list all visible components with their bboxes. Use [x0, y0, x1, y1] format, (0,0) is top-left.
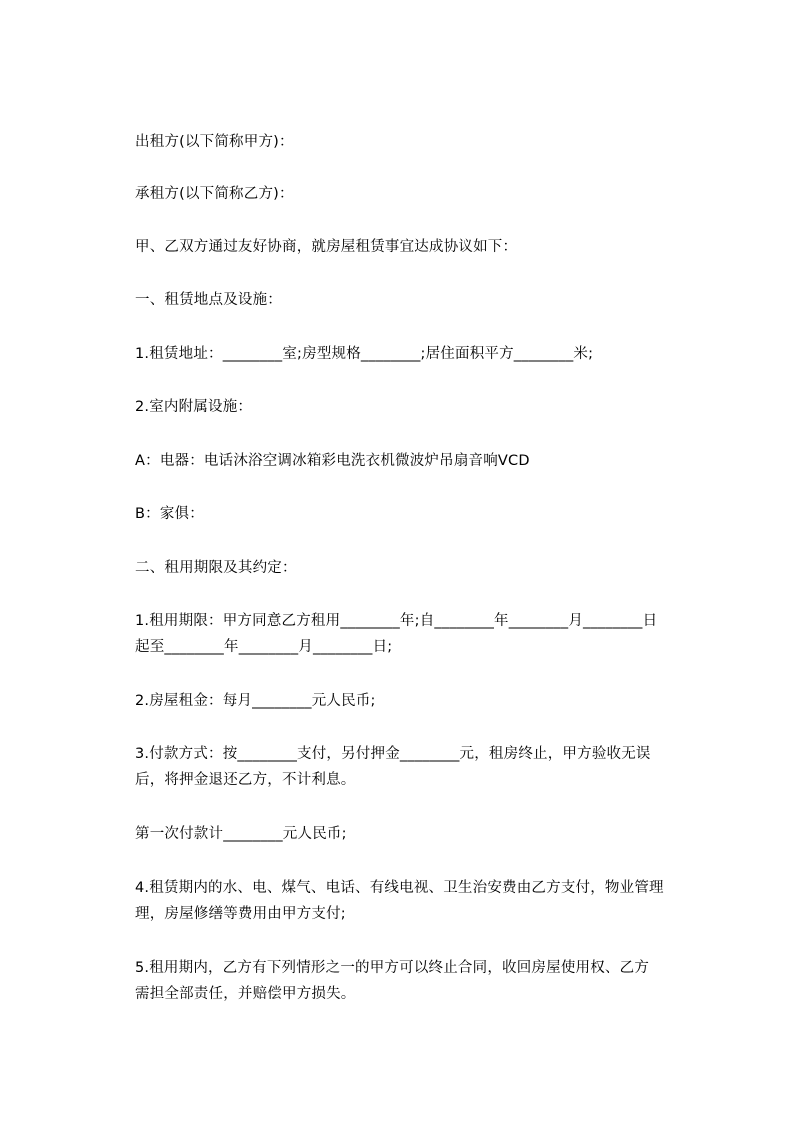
clause-2-3-payment-line-2: 后，将押金退还乙方，不计利息。	[135, 772, 356, 788]
clause-2-3-payment-line-1: 3.付款方式：按________支付，另付押金________元，租房终止，甲方验收无误	[135, 746, 651, 762]
lessor-line: 出租方(以下简称甲方)：	[135, 134, 294, 150]
agreement-intro: 甲、乙双方通过友好协商，就房屋租赁事宜达成协议如下：	[135, 239, 518, 255]
lessee-line: 承租方(以下简称乙方)：	[135, 186, 294, 202]
clause-2-5-termination-line-1: 5.租用期内，乙方有下列情形之一的甲方可以终止合同，收回房屋使用权、乙方	[135, 960, 650, 976]
clause-1-1-address: 1.租赁地址：________室;房型规格________;居住面积平方________米;	[135, 346, 594, 362]
section-2-heading: 二、租用期限及其约定：	[135, 560, 297, 576]
first-payment-line: 第一次付款计________元人民币;	[135, 826, 347, 842]
clause-2-4-fees-line-2: 理，房屋修缮等费用由甲方支付;	[135, 906, 346, 922]
facility-a-appliances: A：电器：电话沐浴空调冰箱彩电洗衣机微波炉吊扇音响VCD	[135, 453, 530, 469]
section-1-heading: 一、租赁地点及设施：	[135, 292, 282, 308]
clause-2-1-term-line-1: 1.租用期限：甲方同意乙方租用________年;自________年________月________日	[135, 613, 658, 629]
clause-2-5-termination-line-2: 需担全部责任，并赔偿甲方损失。	[135, 986, 356, 1002]
clause-2-4-fees-line-1: 4.租赁期内的水、电、煤气、电话、有线电视、卫生治安费由乙方支付，物业管理	[135, 880, 664, 896]
clause-2-1-term-line-2: 起至________年________月________日;	[135, 639, 393, 655]
clause-1-2-facilities: 2.室内附属设施：	[135, 399, 253, 415]
clause-2-2-rent: 2.房屋租金：每月________元人民币;	[135, 693, 376, 709]
facility-b-furniture: B：家俱：	[135, 506, 204, 522]
